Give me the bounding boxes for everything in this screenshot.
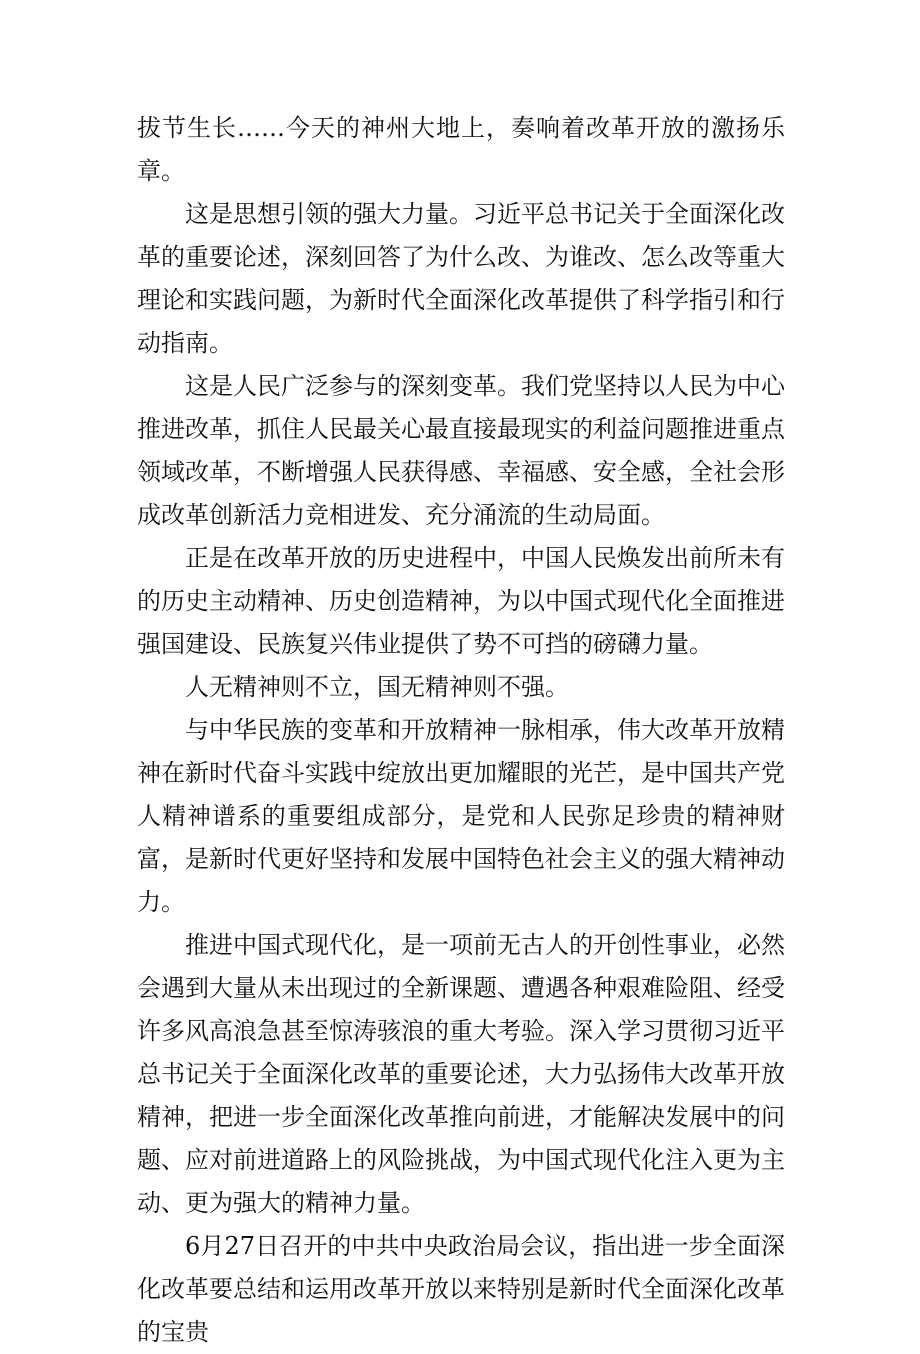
paragraph-8: 6月27日召开的中共中央政治局会议，指出进一步全面深化改革要总结和运用改革开放以来特别是新时代全面深化改革的宝贵 (137, 1232, 785, 1346)
paragraph-3: 这是人民广泛参与的深刻变革。我们党坚持以人民为中心推进改革，抓住人民最关心最直接最现实的利益问题推进重点领域改革，不断增强人民获得感、幸福感、安全感，全社会形成改革创新活力竞相进发、充分涌流的生动局面。 (137, 372, 785, 529)
paragraph-4: 正是在改革开放的历史进程中，中国人民焕发出前所未有的历史主动精神、历史创造精神，为以中国式现代化全面推进强国建设、民族复兴伟业提供了势不可挡的磅礴力量。 (137, 544, 785, 658)
paragraph-7: 推进中国式现代化，是一项前无古人的开创性事业，必然会遇到大量从未出现过的全新课题、遭遇各种艰难险阻、经受许多风高浪急甚至惊涛骇浪的重大考验。深入学习贯彻习近平总书记关于全面深化改革的重要论述，大力弘扬伟大改革开放精神，把进一步全面深化改革推向前进，才能解决发展中的问题、应对前进道路上的风险挑战，为中国式现代化注入更为主动、更为强大的精神力量。 (137, 931, 785, 1217)
document-body (137, 107, 785, 1354)
paragraph-2: 这是思想引领的强大力量。习近平总书记关于全面深化改革的重要论述，深刻回答了为什么改、为谁改、怎么改等重大理论和实践问题，为新时代全面深化改革提供了科学指引和行动指南。 (137, 200, 785, 357)
paragraph-6: 与中华民族的变革和开放精神一脉相承，伟大改革开放精神在新时代奋斗实践中绽放出更加耀眼的光芒，是中国共产党人精神谱系的重要组成部分，是党和人民弥足珍贵的精神财富，是新时代更好坚持和发展中国特色社会主义的强大精神动力。 (137, 716, 785, 916)
paragraph-5: 人无精神则不立，国无精神则不强。 (185, 673, 569, 701)
paragraph-1: 拔节生长……今天的神州大地上，奏响着改革开放的激扬乐章。 (137, 114, 785, 185)
